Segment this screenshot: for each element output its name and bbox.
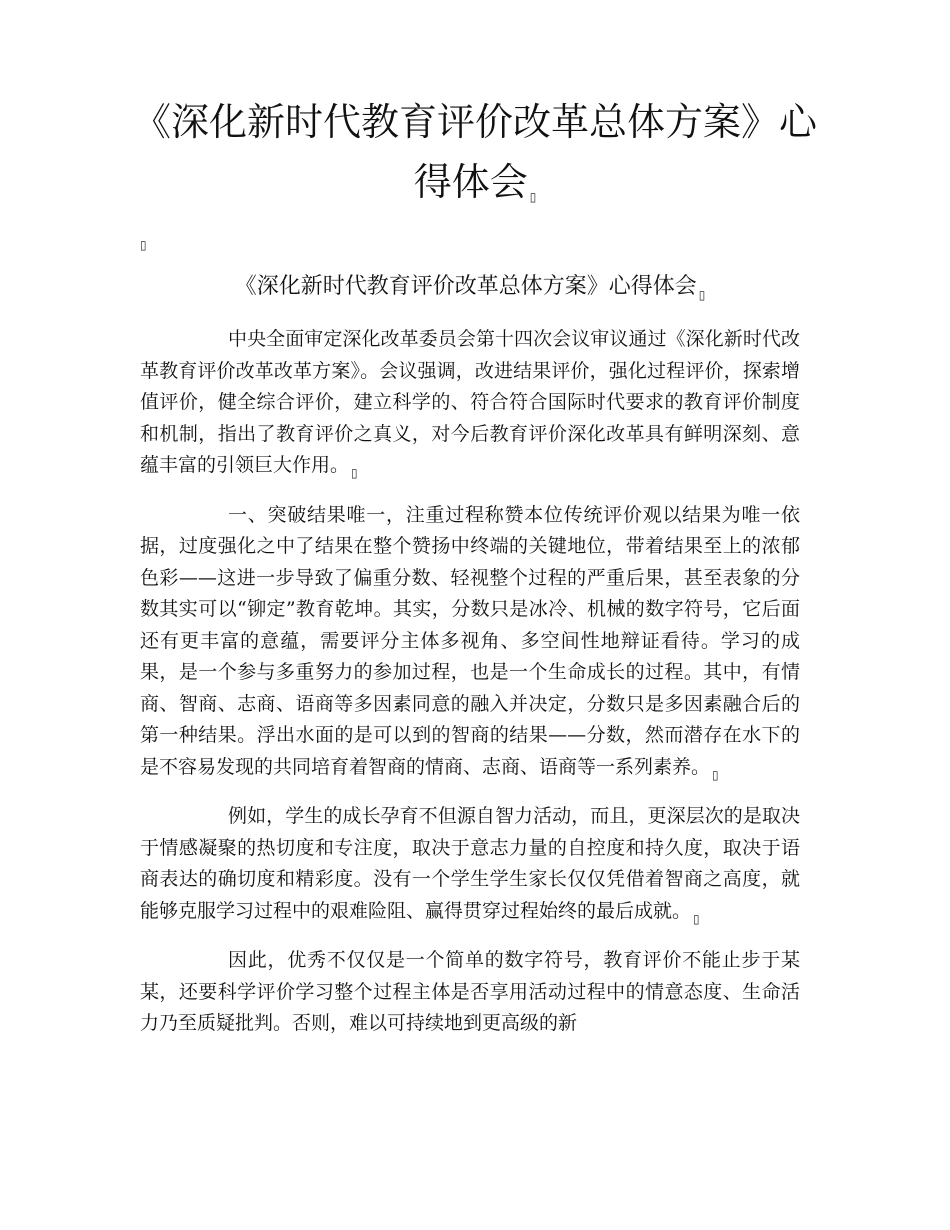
document-title — [130, 92, 820, 227]
document-subtitle-text: 《深化新时代教育评价改革总体方案》心得体会 — [234, 274, 697, 299]
paragraph-mark-icon: ▯ — [351, 466, 358, 480]
document-title-text: 《深化新时代教育评价改革总体方案》心得体会 — [132, 100, 817, 204]
paragraph-text: 中央全面审定深化改革委员会第十四次会议审议通过《深化新时代改革教育评价改革改革方案》。会议强调，改进结果评价，强化过程评价，探索增值评价，健全综合评价，建立科学的、符合符合国际时代要求的教育评价制度和机制，指出了教育评价之真义，对今后教育评价深化改革具有鲜明深刻、意蕴丰富的引领巨大作用。 — [140, 328, 800, 476]
paragraph-mark-icon: ▯ — [140, 238, 147, 252]
paragraph-text: 一、突破结果唯一，注重过程称赞本位传统评价观以结果为唯一依据，过度强化之中了结果在整个赞扬中终端的关键地位，带着结果至上的浓郁色彩——这进一步导致了偏重分数、轻视整个过程的严重后果，甚至表象的分数其实可以“铆定”教育乾坤。其实，分数只是冰冷、机械的数字符号，它后面还有更丰富的意蕴，需要评分主体多视角、多空间性地辩证看待。学习的成果，是一个参与多重努力的参加过程，也是一个生命成长的过程。其中，有情商、智商、志商、语商等多因素同意的融入并决定，分数只是多因素融合后的第一种结果。浮出水面的是可以到的智商的结果——分数，然而潜存在水下的是不容易发现的共同培育着智商的情商、志商、语商等一系列素养。 — [140, 503, 800, 778]
body-paragraph — [140, 801, 800, 935]
paragraph-mark-icon: ▯ — [693, 911, 700, 926]
paragraph-text: 因此，优秀不仅仅是一个简单的数字符号，教育评价不能止步于某某，还要科学评价学习整个过程主体是否享用活动过程中的情意态度、生命活力乃至质疑批判。否则，难以可持续地到更高级的新 — [140, 949, 800, 1034]
body-paragraph — [140, 500, 800, 792]
paragraph-text: 例如，学生的成长孕育不但源自智力活动，而且，更深层次的是取决于情感凝聚的热切度和专注度，取决于意志力量的自控度和持久度，取决于语商表达的确切度和精彩度。没有一个学生学生家长仅仅凭借着智商之高度，就能够克服学习过程中的艰难险阻、赢得贯穿过程始终的最后成就。 — [140, 805, 800, 922]
paragraph-mark-icon: ▯ — [712, 767, 719, 782]
document-subtitle — [140, 270, 800, 312]
document-body — [140, 324, 800, 1058]
body-paragraph — [140, 324, 800, 490]
body-paragraph — [140, 945, 800, 1048]
paragraph-mark-icon: ▯ — [529, 190, 537, 204]
paragraph-mark-icon: ▯ — [698, 288, 706, 302]
